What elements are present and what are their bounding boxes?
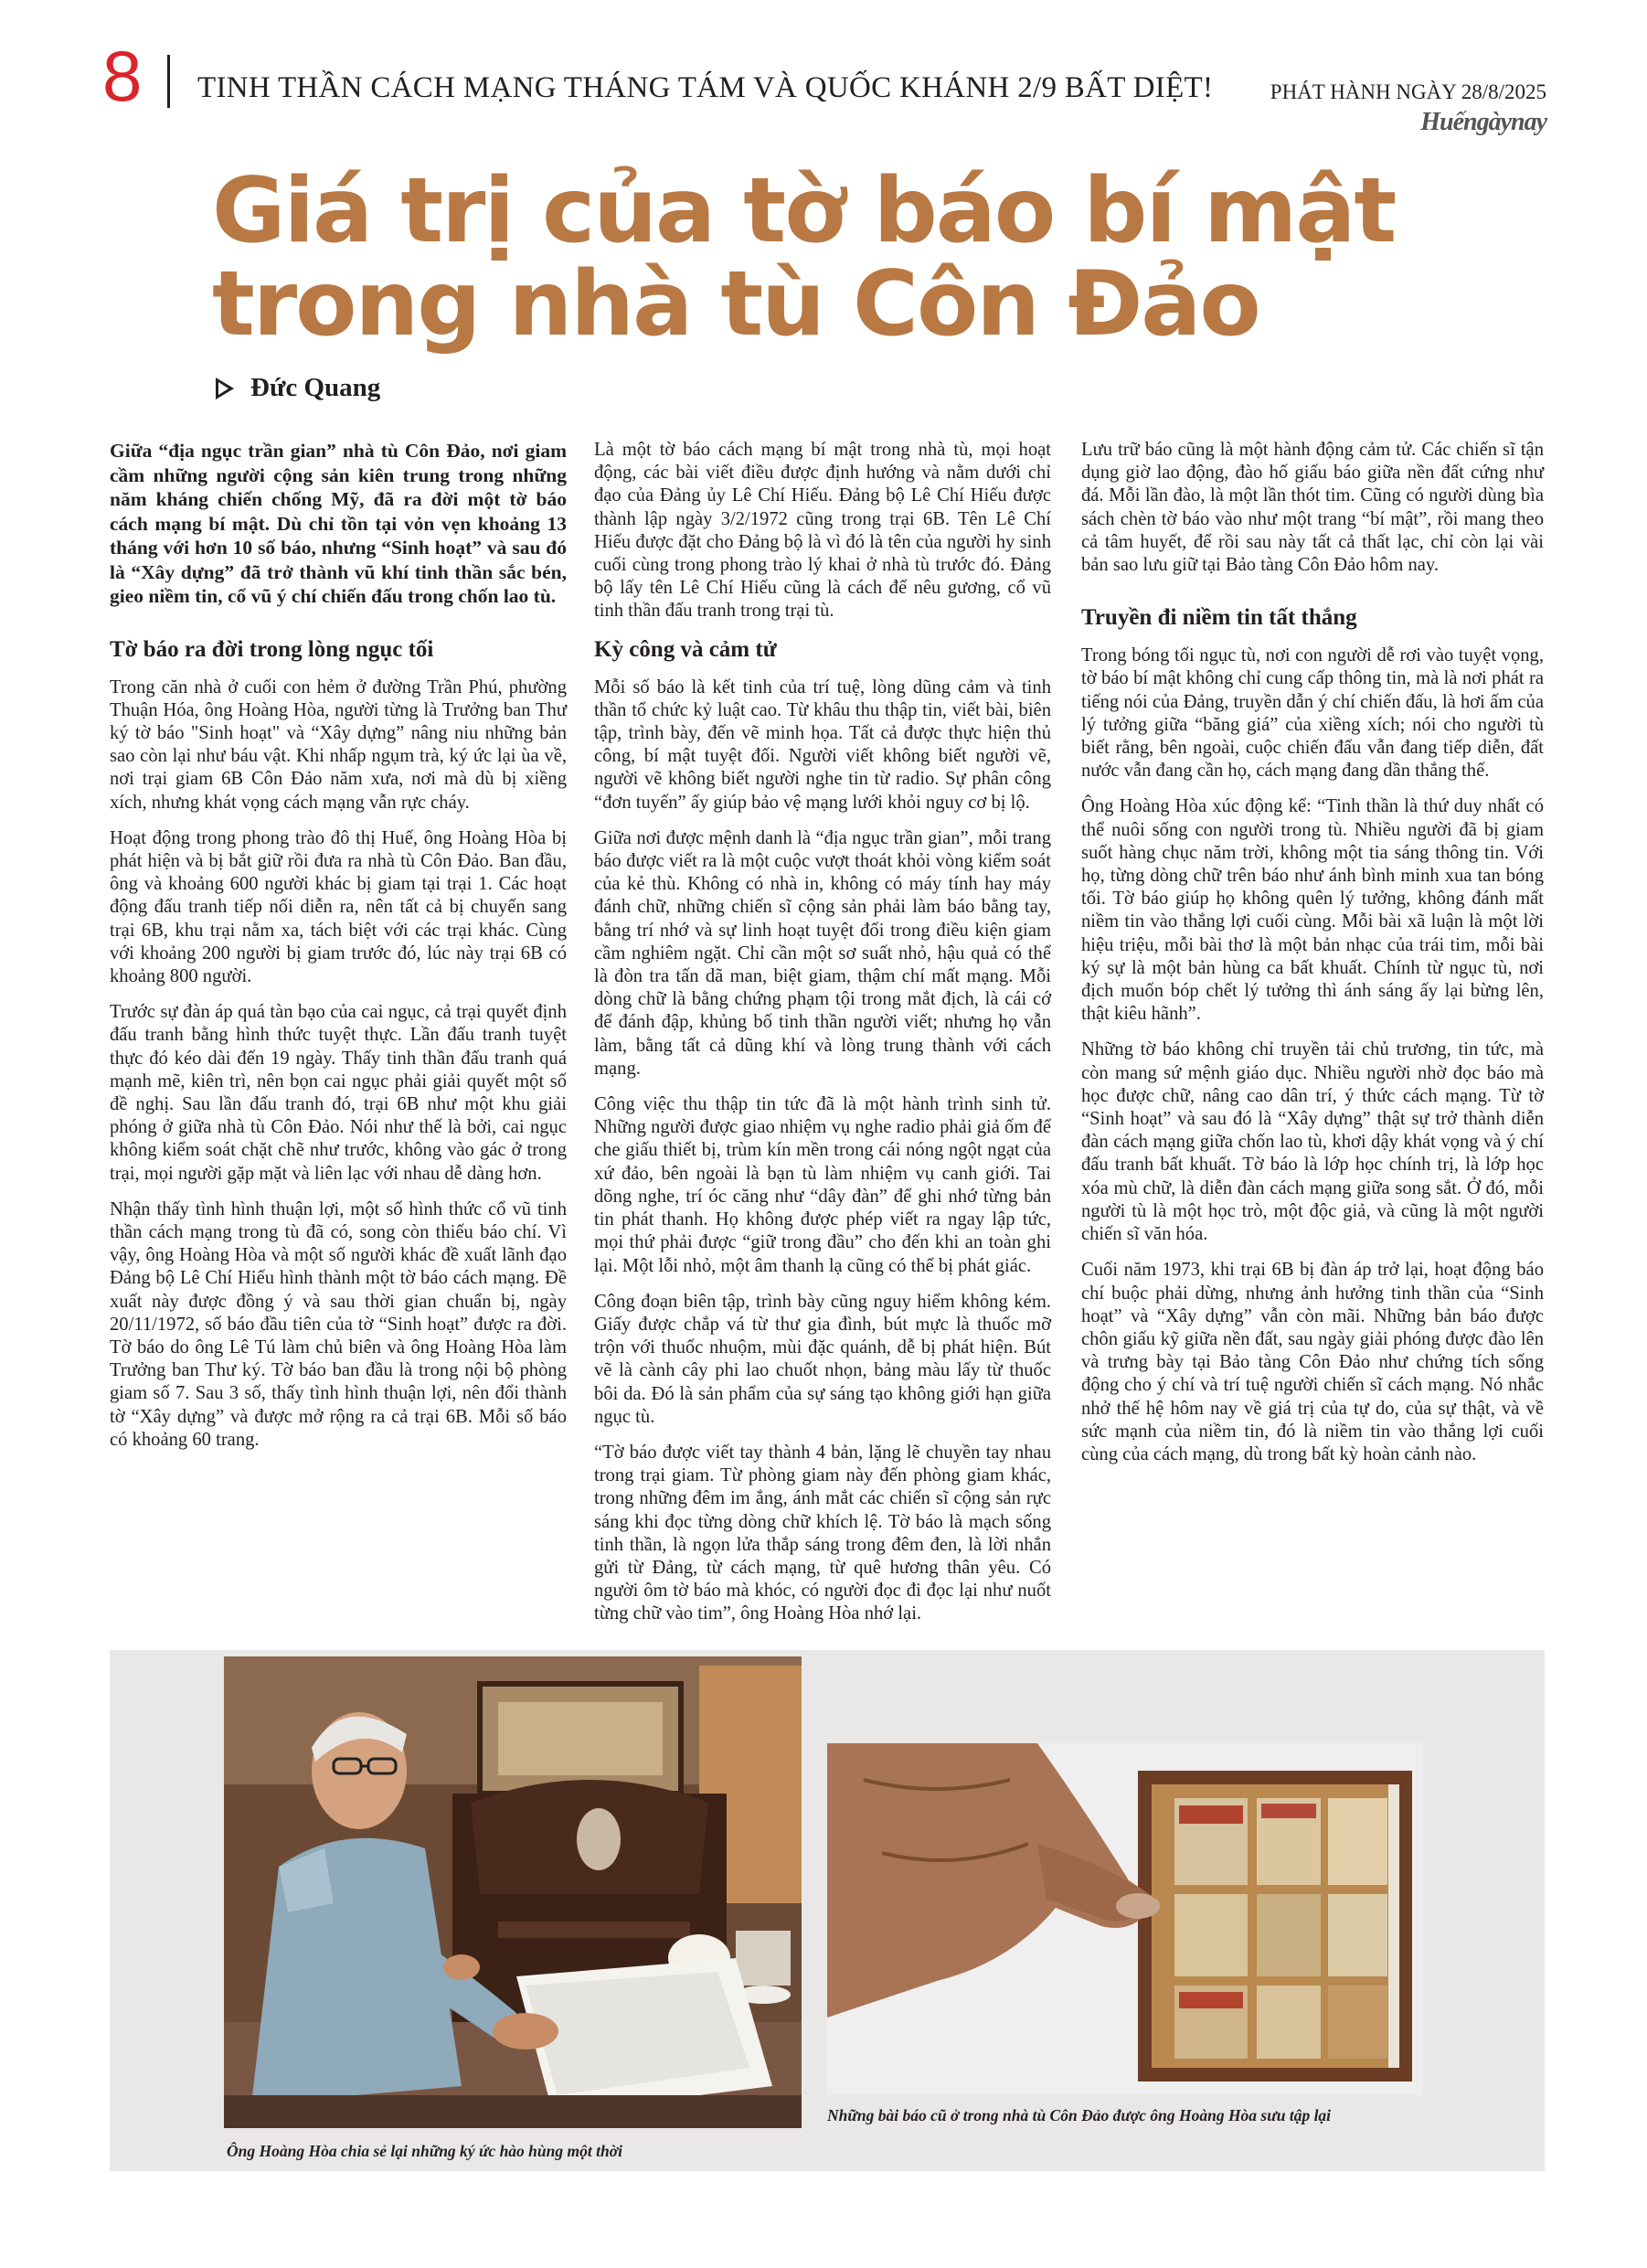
article-lead: Giữa “địa ngục trần gian” nhà tù Côn Đảo, nơi giam cầm những người cộng sản kiên trung trong những năm kháng chiến chống Mỹ, đã ra đời một tờ báo cách mạng bí mật. Dù chỉ tồn tại vỏn vẹn khoảng 13 tháng với hơn 10 số báo, nhưng “Sinh hoạt” và sau đó là “Xây dựng” đã trở thành vũ khí tinh thần sắc bén, gieo niềm tin, cổ vũ ý chí chiến đấu trong chốn lao tù. bbox=[110, 440, 567, 607]
section-heading-1: Tờ báo ra đời trong lòng ngục tối bbox=[110, 636, 434, 662]
paragraph: Công việc thu thập tin tức đã là một hành trình sinh tử. Những người được giao nhiệm vụ nghe radio phải giả ốm để che giấu thiết bị, trùm kín mền trong cái nóng ngột ngạt của xứ đảo, bên ngoài là bạn tù làm nhiệm vụ canh giới. Tai dõng nghe, trí óc căng như “dây đàn” để ghi nhớ từng bản tin phát thanh. Họ không được phép viết ra ngay lập tức, mọi thứ phải được “giữ trong đầu” cho đến khi an toàn ghi lại. Một lỗi nhỏ, một âm thanh lạ cũng có thể bị phát giác. bbox=[594, 1094, 1051, 1276]
page-number: 8 bbox=[102, 36, 143, 116]
paragraph: Trong bóng tối ngục tù, nơi con người dễ rơi vào tuyệt vọng, tờ báo bí mật không chỉ cung cấp thông tin, mà là nơi phát ra tiếng nói của Đảng, truyền dẫn ý chí chiến đấu, là hơi ấm của lý tưởng giữa “băng giá” của xiềng xích; nói cho người tù biết rằng, bên ngoài, cuộc chiến đấu vẫn đang tiếp diễn, đất nước vẫn đang cần họ, cách mạng đang dần thắng thế. bbox=[1081, 645, 1544, 782]
paragraph: Trong căn nhà ở cuối con hẻm ở đường Trần Phú, phường Thuận Hóa, ông Hoàng Hòa, người từng là Trưởng ban Thư ký tờ báo "Sinh hoạt" và “Xây dựng” nâng niu những bản sao còn lại như báu vật. Khi nhấp ngụm trà, ký ức lại ùa về, nơi trại giam 6B Côn Đảo năm xưa, nơi mà dù bị xiềng xích, nhưng khát vọng cách mạng vẫn rực cháy. bbox=[110, 676, 567, 813]
photo-archived-newspapers bbox=[827, 1743, 1423, 2095]
section-title: TINH THẦN CÁCH MẠNG THÁNG TÁM VÀ QUỐC KHÁNH 2/9 BẤT DIỆT! bbox=[197, 71, 1214, 104]
article-headline bbox=[212, 159, 1565, 357]
paragraph: Công đoạn biên tập, trình bày cũng nguy hiểm không kém. Giấy được chắp vá từ thư gia đình, bút mực là thuốc mỡ trộn với thuốc nhuộm, mùi đặc quánh, dễ bị phát hiện. Bút vẽ là cành cây phi lao chuốt nhọn, bảng màu lấy từ thuốc bôi da. Đó là sản phẩm của sự sáng tạo không giới hạn giữa ngục tù. bbox=[594, 1291, 1051, 1427]
paragraph: Hoạt động trong phong trào đô thị Huế, ông Hoàng Hòa bị phát hiện và bị bắt giữ rồi đưa ra nhà tù Côn Đảo. Ban đầu, ông và khoảng 600 người khác bị giam tại trại 1. Các hoạt động đấu tranh tiếp nối diễn ra, nên tất cả bị chuyển sang trại 6B, khu trại nằm xa, tách biệt với các trại khác. Cùng với khoảng 200 người bị giam trước đó, lúc này trại 6B có khoảng 800 người. bbox=[110, 827, 567, 986]
paragraph: Những tờ báo không chỉ truyền tải chủ trương, tin tức, mà còn mang sứ mệnh giáo dục. Nhiều người nhờ đọc báo mà học được chữ, nâng cao dân trí, ý thức cách mạng. Từ tờ “Sinh hoạt” và sau đó là “Xây dựng” thật sự trở thành diễn đàn cách mạng giữa chốn lao tù, khơi dậy khát vọng và ý chí đấu tranh bất khuất. Tờ báo là lớp học chính trị, là lớp học xóa mù chữ, là diễn đàn cách mạng giữa song sắt. Ở đó, mỗi người tù là một học trò, một độc giả, và cũng là một người chiến sĩ văn hóa. bbox=[1081, 1039, 1544, 1245]
paragraph: Nhận thấy tình hình thuận lợi, một số hình thức cổ vũ tinh thần cách mạng trong tù đã có, song còn thiếu báo chí. Vì vậy, ông Hoàng Hòa và một số người khác đề xuất lãnh đạo Đảng bộ Lê Chí Hiếu hình thành một tờ báo cách mạng. Đề xuất này được đồng ý và sau thời gian chuẩn bị, ngày 20/11/1972, số báo đầu tiên của tờ “Sinh hoạt” được ra đời. Tờ báo do ông Lê Tú làm chủ biên và ông Hoàng Hòa làm Trưởng ban Thư ký. Tờ báo ban đầu là trong nội bộ phòng giam số 7. Sau 3 số, thấy tình hình thuận lợi, nên đổi thành tờ “Xây dựng” và được mở rộng ra cả trại 6B. Mỗi số báo có khoảng 60 trang. bbox=[110, 1198, 567, 1450]
header-divider bbox=[167, 55, 170, 108]
photo-caption-2: Những bài báo cũ ở trong nhà tù Côn Đảo được ông Hoàng Hòa sưu tập lại bbox=[827, 2106, 1332, 2124]
paragraph: Ông Hoàng Hòa xúc động kể: “Tinh thần là thứ duy nhất có thể nuôi sống con người trong tù. Nhiều người đã bị giam suốt hàng chục năm trời, không một tia sáng thông tin. Với họ, từng dòng chữ trên báo như ánh bình minh xua tan bóng tối. Tờ báo giúp họ không quên lý tưởng, không đánh mất niềm tin vào thắng lợi cuối cùng. Mỗi bài xã luận là một lời hiệu triệu, mỗi bài thơ là một bản nhạc của trái tim, mỗi bài ký sự là một bản hùng ca bất khuất. Chính từ ngục tù, nơi địch muốn bóp chết lý tưởng thì ánh sáng ấy lại bừng lên, thật kiêu hãnh”. bbox=[1081, 796, 1544, 1025]
article-column-1 bbox=[110, 439, 567, 1464]
section-heading-2: Kỳ công và cảm tử bbox=[594, 636, 777, 662]
paragraph: Cuối năm 1973, khi trại 6B bị đàn áp trở lại, hoạt động báo chí buộc phải dừng, nhưng ảnh hưởng tinh thần của “Sinh hoạt” và “Xây dựng” vẫn còn mãi. Những bản báo được chôn giấu kỹ giữa nền đất, sau ngày giải phóng được đào lên và trưng bày tại Bảo tàng Côn Đảo như chứng tích sống động cho ý chí và trí tuệ người chiến sĩ cách mạng. Nó nhắc nhở thế hệ hôm nay về giá trị của tự do, của sự thật, và về sức mạnh của niềm tin, đó là niềm tin vào thắng lợi cuối cùng của cách mạng, dù trong bất kỳ hoàn cảnh nào. bbox=[1081, 1260, 1544, 1464]
paragraph: Là một tờ báo cách mạng bí mật trong nhà tù, mọi hoạt động, các bài viết điều được định hướng và nằm dưới chỉ đạo của Đảng ủy Lê Chí Hiếu. Đảng bộ Lê Chí Hiếu được thành lập ngày 3/2/1972 cũng trong trại 6B. Tên Lê Chí Hiếu được đặt cho Đảng bộ là vì đó là tên của người hy sinh cuối cùng trong phong trào lý khai ở nhà tù trước đó. Đảng bộ lấy tên Lê Chí Hiếu cũng là cách để nêu gương, cổ vũ tinh thần đấu tranh trong trại tù. bbox=[594, 440, 1051, 622]
paragraph: “Tờ báo được viết tay thành 4 bản, lặng lẽ chuyền tay nhau trong trại giam. Từ phòng giam này đến phòng giam khác, trong những đêm im ắng, ánh mắt các chiến sĩ cộng sản rực sáng khi đọc từng dòng chữ khích lệ. Tờ báo là mạch sống tinh thần, là ngọn lửa thắp sáng trong đêm đen, là lời nhắn gửi từ Đảng, từ cách mạng, từ quê hương thân yêu. Có người ôm tờ báo mà khóc, có người đọc đi đọc lại như nuốt từng chữ vào tim”, ông Hoàng Hòa nhớ lại. bbox=[594, 1442, 1051, 1624]
article-column-2 bbox=[594, 439, 1051, 1639]
paragraph: Lưu trữ báo cũng là một hành động cảm tử. Các chiến sĩ tận dụng giờ lao động, đào hố giấu báo giữa nền đất cứng như đá. Mỗi lần đào, là một lần thót tim. Cũng có người dùng bìa sách chèn tờ báo vào như một trang “bí mật”, rồi mang theo cả tâm huyết, để rồi sau này tất cả thất lạc, chỉ còn lại vài bản sao lưu giữ tại Bảo tàng Côn Đảo hôm nay. bbox=[1081, 440, 1544, 576]
paragraph: Mỗi số báo là kết tinh của trí tuệ, lòng dũng cảm và tinh thần tổ chức kỷ luật cao. Từ khâu thu thập tin, viết bài, biên tập, trình bày, đến vẽ minh họa. Tất cả được thực hiện thủ công, bí mật tuyệt đối. Người viết không biết người vẽ, người vẽ không biết người nghe tin từ radio. Sự phân công “đơn tuyến” ấy giúp bảo vệ mạng lưới khỏi nguy cơ bị lộ. bbox=[594, 676, 1051, 813]
author-name: Đức Quang bbox=[250, 373, 381, 402]
masthead-logo: Huếngàynay bbox=[1420, 108, 1546, 136]
byline bbox=[216, 373, 380, 403]
photo-caption-1: Ông Hoàng Hòa chia sẻ lại những ký ức hào hùng một thời bbox=[227, 2142, 622, 2160]
issue-date: PHÁT HÀNH NGÀY 28/8/2025 bbox=[1270, 80, 1546, 103]
paragraph: Trước sự đàn áp quá tàn bạo của cai ngục, cả trại quyết định đấu tranh bằng hình thức tuyệt thực. Lần đấu tranh tuyệt thực đó kéo dài đến 19 ngày. Thấy tinh thần đấu tranh quá mạnh mẽ, kiên trì, nên bọn cai ngục phải giải quyết một số đề nghị. Sau lần đấu tranh đó, trại 6B như một khu giải phóng ở giữa nhà tù Côn Đảo. Nói như thế là bởi, cai ngục không kiểm soát chặt chẽ như trước, không vào gác ở trong trại, mọi người gặp mặt và liên lạc với nhau dễ dàng hơn. bbox=[110, 1002, 567, 1184]
section-heading-3: Truyền đi niềm tin tất thắng bbox=[1081, 605, 1357, 631]
headline-line-2: trong nhà tù Côn Đảo bbox=[212, 252, 1259, 357]
page-header bbox=[0, 0, 1647, 136]
headline-line-1: Giá trị của tờ báo bí mật bbox=[212, 159, 1396, 263]
photo-hoang-hoa bbox=[224, 1656, 802, 2128]
paragraph: Giữa nơi được mệnh danh là “địa ngục trần gian”, mỗi trang báo được viết ra là một cuộc vượt thoát khỏi vòng kiểm soát của kẻ thù. Không có nhà in, không có máy tính hay máy đánh chữ, những chiến sĩ cộng sản phải làm báo bằng tay, bằng trí nhớ và sự linh hoạt tuyệt đối trong điều kiện giam cầm nghiêm ngặt. Chỉ cần một sơ suất nhỏ, hậu quả có thể là đòn tra tấn dã man, biệt giam, thậm chí mất mạng. Mỗi dòng chữ là bằng chứng phạm tội trong mắt địch, là cái cớ để đánh đập, khủng bố tinh thần người viết; nhưng họ vẫn làm, bằng tất cả dũng khí và lòng trung thành với cách mạng. bbox=[594, 827, 1051, 1079]
article-column-3 bbox=[1081, 439, 1544, 1479]
play-arrow-icon bbox=[216, 378, 234, 399]
